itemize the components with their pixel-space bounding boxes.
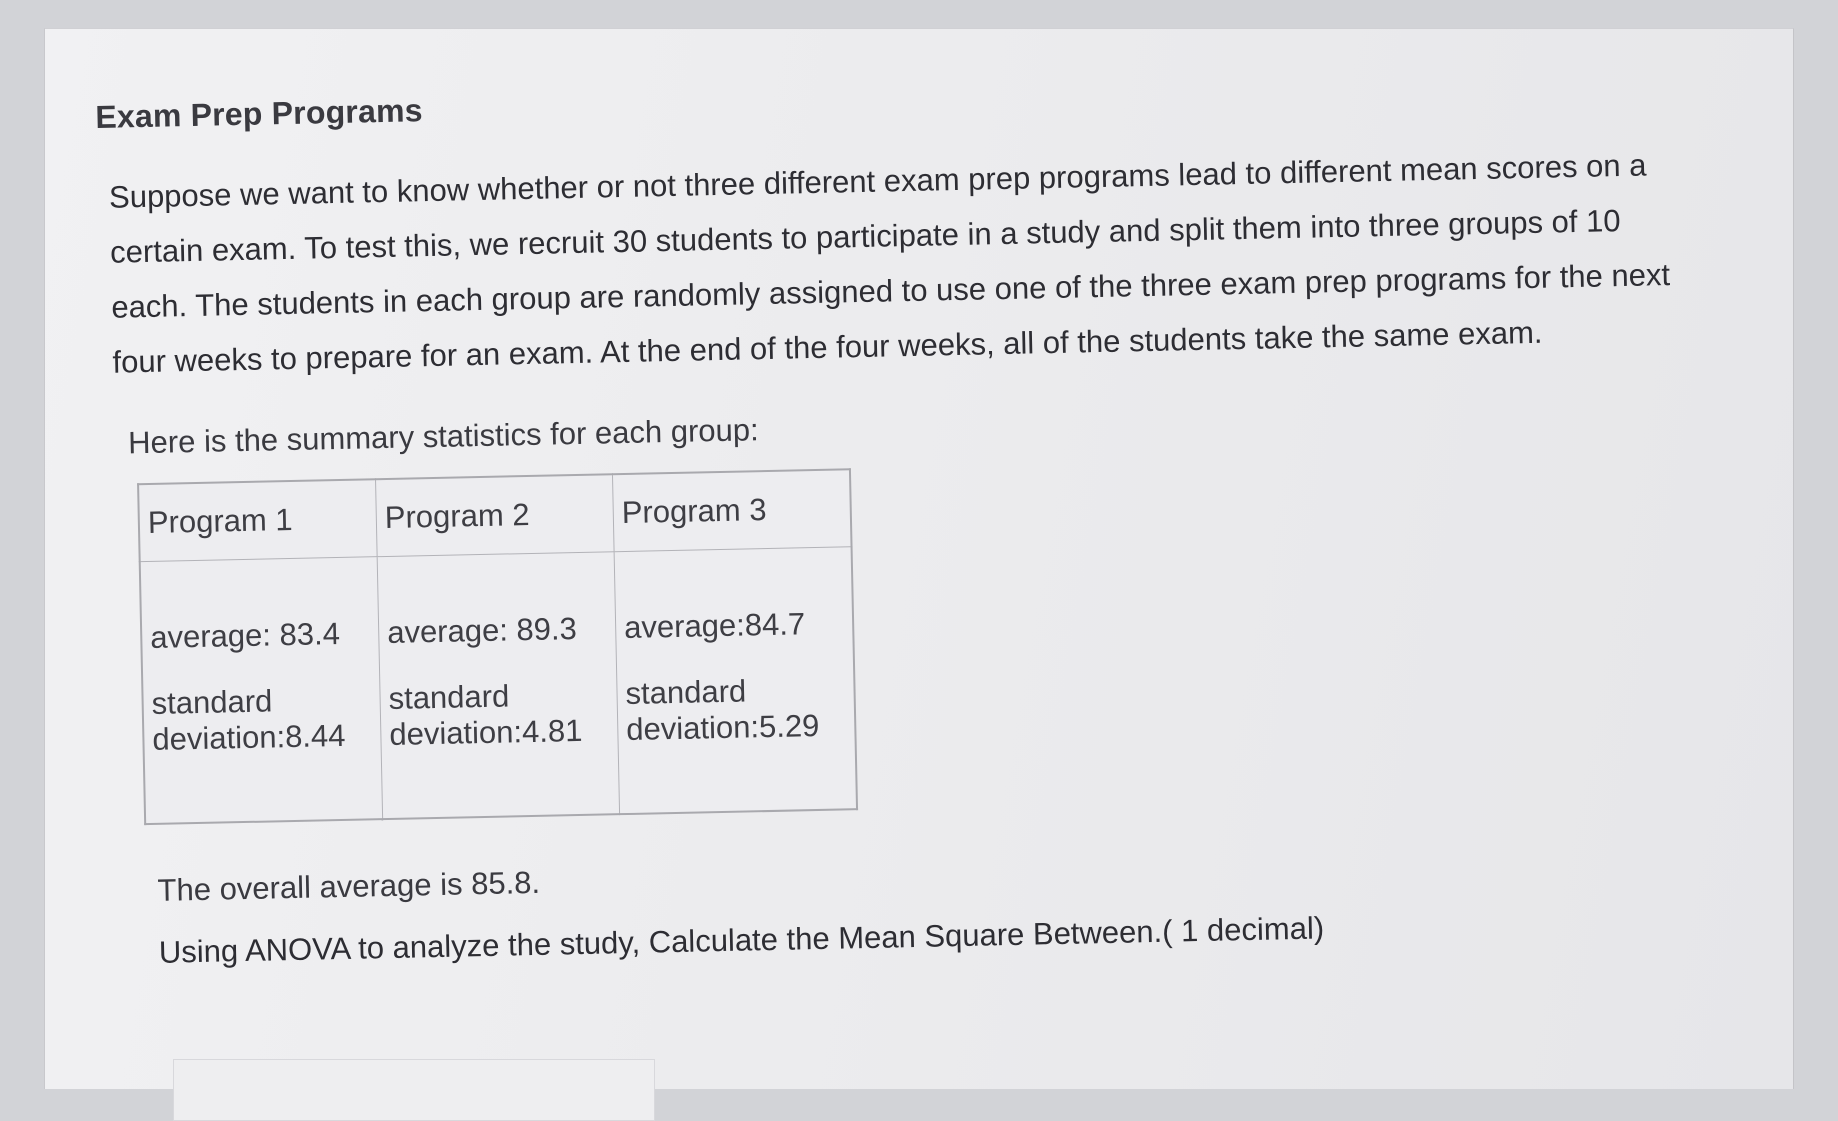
table-header-program-2: Program 2 (376, 474, 615, 556)
question-content (95, 64, 1793, 971)
intro-paragraph (108, 135, 1772, 390)
summary-stats-table (137, 468, 858, 824)
sd-value: deviation:4.81 (389, 712, 583, 752)
intro-line: four weeks to prepare for an exam. At the end of the four weeks, all of the students take the same exam. (112, 314, 1543, 380)
question-prompt: Using ANOVA to analyze the study, Calculate the Mean Square Between.( 1 decimal) (158, 909, 1325, 970)
sd-label: standard (625, 673, 747, 712)
intro-line: Suppose we want to know whether or not three different exam prep programs lead to different mean scores on a (108, 147, 1647, 215)
average-value: average:84.7 (623, 606, 806, 646)
overall-average-text: The overall average is 85.8. (157, 864, 541, 908)
average-value: average: 83.4 (149, 615, 341, 655)
stats-intro-text: Here is the summary statistics for each group: (127, 412, 760, 461)
sd-value: deviation:8.44 (152, 717, 346, 757)
question-footer (157, 838, 1793, 970)
table-header-program-3: Program 3 (612, 469, 851, 551)
table-cell-program-1 (140, 557, 383, 824)
question-panel (44, 28, 1794, 1089)
intro-line: each. The students in each group are randomly assigned to use one of the three exam prep programs for the next (110, 257, 1671, 325)
table-cell-program-3 (614, 547, 857, 814)
answer-input[interactable] (173, 1059, 655, 1121)
table-row (140, 547, 857, 824)
sd-label: standard (151, 683, 273, 721)
page-title: Exam Prep Programs (95, 92, 423, 135)
table-header-row (138, 469, 851, 561)
intro-line: certain exam. To test this, we recruit 30 students to participate in a study and split them into three groups of 10 (109, 203, 1621, 270)
table-cell-program-2 (377, 552, 619, 819)
average-value: average: 89.3 (386, 611, 578, 650)
table-header-program-1: Program 1 (138, 479, 377, 561)
sd-value: deviation:5.29 (625, 707, 820, 748)
sd-label: standard (388, 678, 510, 716)
